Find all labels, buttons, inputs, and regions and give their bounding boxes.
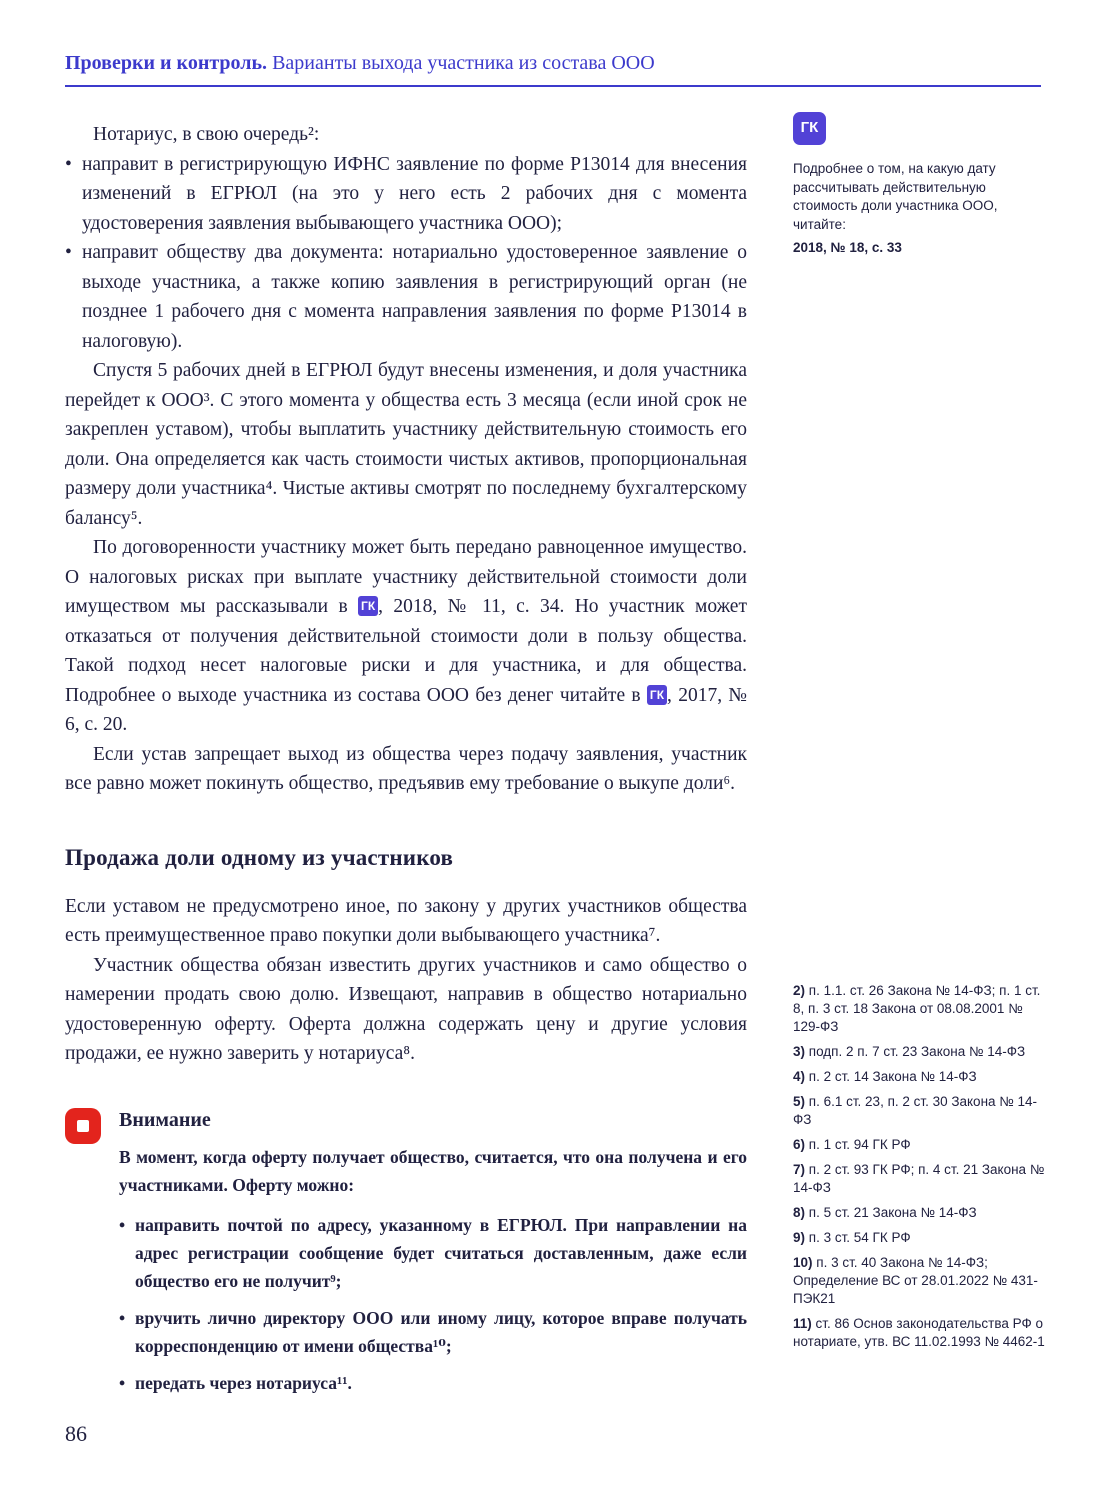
footnote-text: п. 1.1. ст. 26 Закона № 14-ФЗ; п. 1 ст. 8, п. 3 ст. 18 Закона от 08.08.2001 № 129-ФЗ	[793, 983, 1041, 1034]
notary-actions-list	[65, 150, 747, 357]
footnote	[793, 1229, 1047, 1247]
section-heading: Продажа доли одному из участников	[65, 844, 454, 870]
list-item-text: направит в регистрирующую ИФНС заявление по форме Р13014 для внесения изменений в ЕГРЮЛ (на это у него есть 2 рабочих дня с момента удостоверения заявления выбывающего участника ООО);	[82, 153, 747, 234]
attention-title: Внимание	[119, 1108, 211, 1131]
page-header	[65, 50, 1041, 76]
paragraph-notary-intro: Нотариус, в свою очередь²:	[93, 124, 320, 145]
attention-body	[119, 1105, 747, 1406]
article-body	[65, 120, 747, 1406]
footnote-text: ст. 86 Основ законодательства РФ о нотариате, утв. ВС 11.02.1993 № 4462-1	[793, 1316, 1045, 1349]
footnote-text: подп. 2 п. 7 ст. 23 Закона № 14-ФЗ	[808, 1044, 1026, 1059]
bullet-marker: •	[65, 153, 72, 175]
attention-icon-inner	[77, 1120, 89, 1132]
footnote-text: п. 5 ст. 21 Закона № 14-ФЗ	[808, 1205, 977, 1220]
paragraph-segment: , 2018, № 11, с. 34. Но участник может отказаться от получения действительной стоимости доли в пользу общества. Такой подход несет налоговые риски и для участника, и для общества. Подробнее о выходе участника из состава ООО без денег читайте в	[65, 596, 747, 706]
footnote-number: 3)	[793, 1044, 806, 1059]
footnote-number: 10)	[793, 1255, 813, 1270]
attention-intro: В момент, когда оферту получает общество, считается, что она получена и его участниками. Оферту можно:	[119, 1146, 747, 1195]
list-item	[65, 238, 747, 356]
sidebar-note	[793, 112, 1043, 258]
footnote	[793, 1254, 1047, 1308]
gk-magazine-icon: ГК	[647, 685, 667, 705]
footnote-number: 6)	[793, 1137, 806, 1152]
paragraph-segment: , 2017, № 6, с. 20.	[65, 684, 747, 735]
footnote-text: п. 3 ст. 54 ГК РФ	[808, 1230, 911, 1245]
footnote-number: 4)	[793, 1069, 806, 1084]
gk-magazine-icon: ГК	[358, 596, 378, 616]
footnote	[793, 982, 1047, 1036]
footnote-text: п. 2 ст. 93 ГК РФ; п. 4 ст. 21 Закона № 14-ФЗ	[793, 1162, 1045, 1195]
list-item	[65, 150, 747, 239]
list-item-text: направит обществу два документа: нотариально удостоверенное заявление о выходе участника, а также копию заявления в регистрирующий орган (не позднее 1 рабочего дня с момента направления заявления по форме Р13014 в налоговую).	[82, 242, 747, 352]
bullet-marker: •	[119, 1372, 126, 1393]
list-item	[119, 1369, 747, 1397]
attention-list	[119, 1211, 747, 1397]
footnote-number: 7)	[793, 1162, 806, 1177]
footnote-number: 11)	[793, 1316, 812, 1331]
header-article-title: Варианты выхода участника из состава ООО	[272, 52, 655, 74]
header-section-label: Проверки и контроль.	[65, 52, 268, 74]
footnote-number: 5)	[793, 1094, 806, 1109]
sidebar-note-reference: 2018, № 18, с. 33	[793, 240, 902, 255]
footnotes-column	[793, 982, 1047, 1358]
footnote-number: 2)	[793, 983, 806, 998]
list-item	[119, 1211, 747, 1295]
footnote-number: 8)	[793, 1205, 806, 1220]
list-item-text: направить почтой по адресу, указанному в ЕГРЮЛ. При направлении на адрес регистрации сообщение будет считаться доставленным, даже если общество его не получит⁹;	[135, 1214, 747, 1291]
bullet-marker: •	[119, 1214, 126, 1235]
footnote-number: 9)	[793, 1230, 806, 1245]
attention-callout	[65, 1105, 747, 1406]
footnote-text: п. 3 ст. 40 Закона № 14-ФЗ; Определение ВС от 28.01.2022 № 431-ПЭК21	[793, 1255, 1038, 1306]
list-item-text: передать через нотариуса¹¹.	[135, 1372, 352, 1393]
gk-magazine-icon: ГК	[793, 112, 826, 145]
sidebar-note-text: Подробнее о том, на какую дату рассчитывать действительную стоимость доли участника ООО, читайте:	[793, 161, 998, 232]
footnote-text: п. 6.1 ст. 23, п. 2 ст. 30 Закона № 14-ФЗ	[793, 1094, 1038, 1127]
paragraph-egrul-changes: Спустя 5 рабочих дней в ЕГРЮЛ будут внесены изменения, и доля участника перейдет к ООО³. С этого момента у общества есть 3 месяца (если иной срок не закреплен уставом), чтобы выплатить участнику действительную стоимость его доли. Она определяется как часть стоимости чистых активов, пропорциональная размеру доли участника⁴. Чистые активы смотрят по последнему бухгалтерскому балансу⁵.	[65, 360, 747, 529]
footnote	[793, 1204, 1047, 1222]
paragraph-offer-notification: Участник общества обязан известить других участников и само общество о намерении продать свою долю. Извещают, направив в общество нотариально удостоверенную оферту. Оферта должна содержать цену и другие условия продажи, ее нужно заверить у нотариуса⁸.	[65, 954, 747, 1064]
list-item-text: вручить лично директору ООО или иному лицу, которое вправе получать корреспонденцию от имени общества¹⁰;	[135, 1307, 747, 1356]
page-number: 86	[65, 1421, 87, 1446]
list-item	[119, 1304, 747, 1360]
footnote	[793, 1315, 1047, 1351]
footnote-text: п. 1 ст. 94 ГК РФ	[808, 1137, 911, 1152]
paragraph-segment: По договоренности участнику может быть передано равноценное имущество. О налоговых рисках при выплате участнику действительной стоимости доли имуществом мы рассказывали в	[65, 537, 747, 617]
header-rule	[65, 85, 1041, 87]
paragraph-preemptive-right: Если уставом не предусмотрено иное, по закону у других участников общества есть преимущественное право покупки доли выбывающего участника⁷.	[65, 895, 747, 946]
footnote	[793, 1136, 1047, 1154]
footnote	[793, 1093, 1047, 1129]
paragraph-charter-prohibition: Если устав запрещает выход из общества через подачу заявления, участник все равно может покинуть общество, предъявив ему требование о выкупе доли⁶.	[65, 743, 747, 794]
attention-icon	[65, 1108, 101, 1144]
footnote	[793, 1043, 1047, 1061]
footnote-text: п. 2 ст. 14 Закона № 14-ФЗ	[808, 1069, 977, 1084]
paragraph-equivalent-property	[65, 533, 747, 740]
bullet-marker: •	[65, 242, 72, 263]
footnote	[793, 1161, 1047, 1197]
bullet-marker: •	[119, 1307, 126, 1328]
footnote	[793, 1068, 1047, 1086]
